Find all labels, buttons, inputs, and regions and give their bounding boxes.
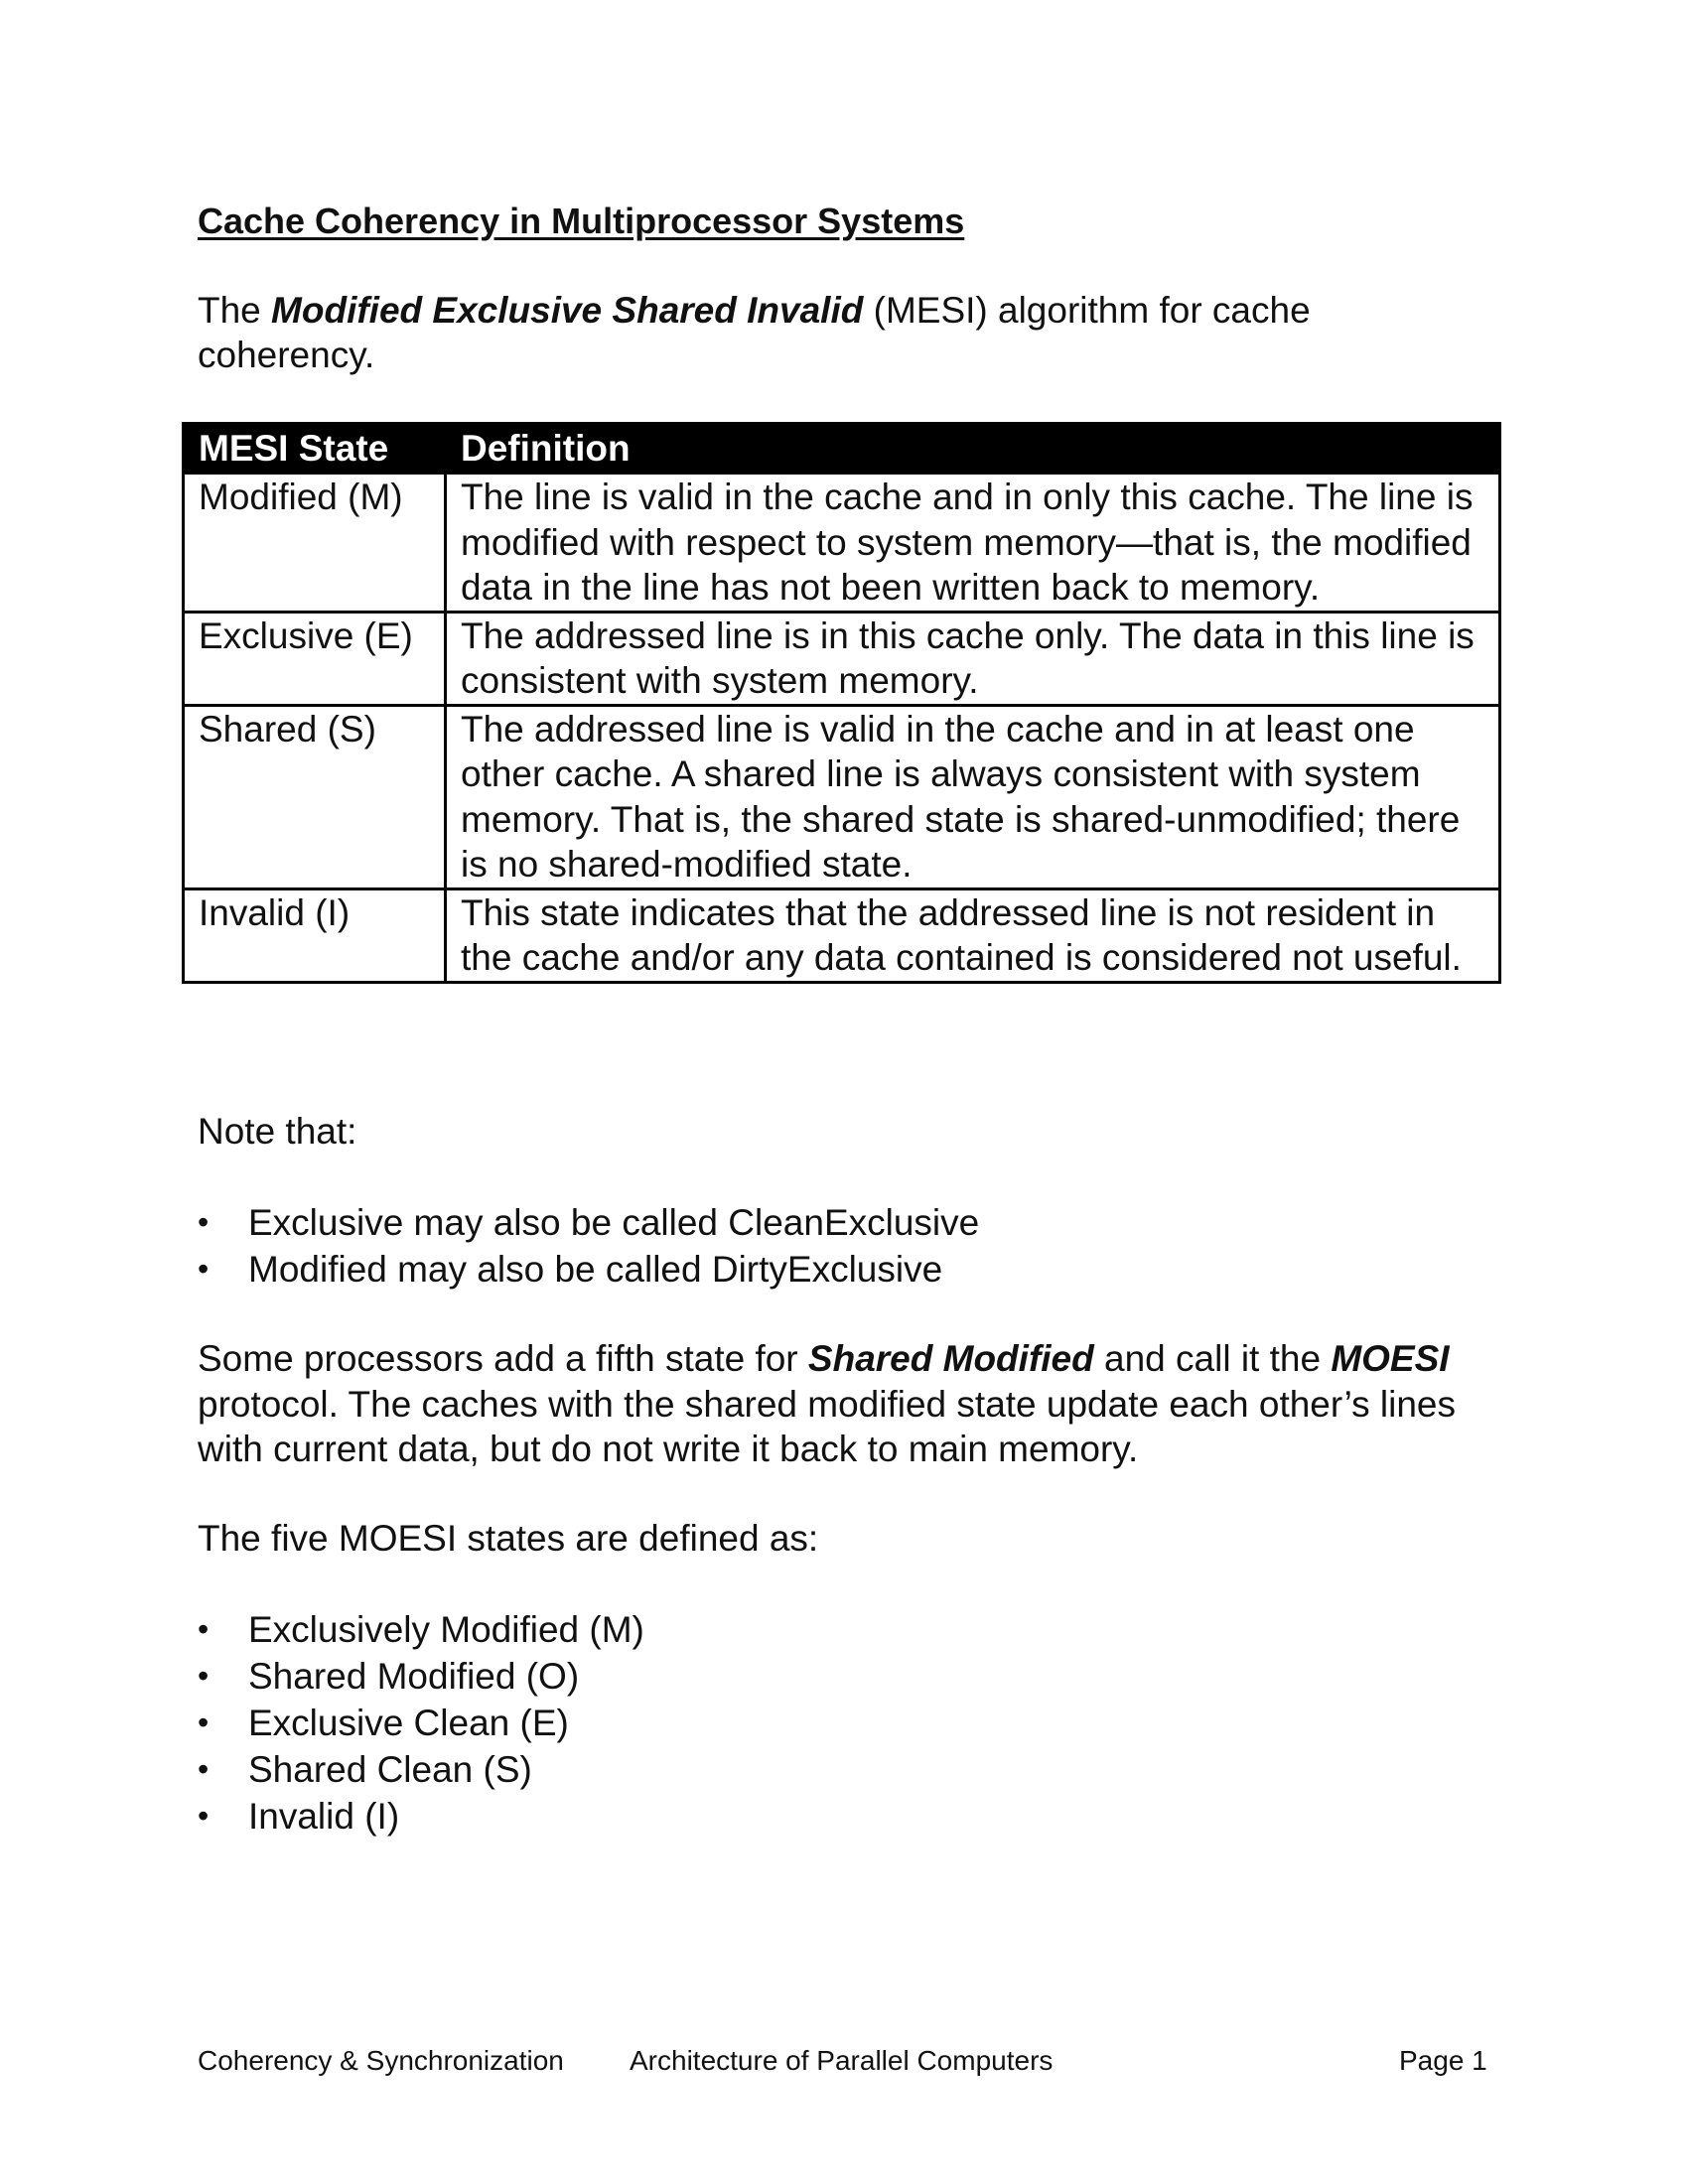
moesi-text-3: protocol. The caches with the shared modified state update each other’s lines with current data, but do not write it back to main memory.: [198, 1383, 1456, 1469]
definition-cell: This state indicates that the addressed line is not resident in the cache and/or any data contained is considered not useful.: [446, 888, 1500, 982]
mesi-table: [182, 422, 1501, 984]
intro-prefix: The: [198, 290, 272, 331]
state-cell: Shared (S): [184, 705, 446, 888]
table-header-row: [184, 424, 1500, 474]
list-item: • Shared Modified (O): [198, 1653, 644, 1700]
list-item: • Modified may also be called DirtyExclusive: [198, 1246, 979, 1293]
moesi-text-1: Some processors add a fifth state for: [198, 1338, 808, 1379]
list-item: • Exclusively Modified (M): [198, 1606, 644, 1653]
definition-cell: The line is valid in the cache and in only this cache. The line is modified with respect to system memory—that is, the modified data in the line has not been written back to memory.: [446, 474, 1500, 613]
state-cell: Modified (M): [184, 474, 446, 613]
table-row: [184, 612, 1500, 705]
note-heading: Note that:: [198, 1111, 357, 1152]
table-row: [184, 888, 1500, 982]
footer-left: Coherency & Synchronization: [198, 2045, 564, 2076]
intro-emphasis: Modified Exclusive Shared Invalid: [271, 290, 864, 331]
list-item: • Exclusive may also be called CleanExclusive: [198, 1199, 979, 1246]
intro-suffix: (MESI) algorithm for cache coherency.: [198, 290, 1311, 375]
moesi-states-list: [198, 1606, 644, 1840]
moesi-states-heading: The five MOESI states are defined as:: [198, 1518, 819, 1559]
page-title: Cache Coherency in Multiprocessor Systems: [198, 201, 965, 241]
moesi-emphasis-shared-modified: Shared Modified: [807, 1338, 1094, 1379]
footer-page-number: Page 1: [1399, 2045, 1487, 2076]
state-cell: Exclusive (E): [184, 612, 446, 705]
list-item: • Invalid (I): [198, 1793, 644, 1840]
table-row: [184, 705, 1500, 888]
list-item: • Shared Clean (S): [198, 1746, 644, 1793]
header-definition: Definition: [446, 424, 1500, 474]
note-list: [198, 1199, 979, 1293]
moesi-paragraph: [198, 1336, 1478, 1472]
table-row: [184, 474, 1500, 613]
state-cell: Invalid (I): [184, 888, 446, 982]
intro-paragraph: [198, 288, 1469, 377]
footer-center: Architecture of Parallel Computers: [630, 2045, 1054, 2076]
list-item: • Exclusive Clean (E): [198, 1700, 644, 1746]
moesi-emphasis-moesi: MOESI: [1331, 1338, 1450, 1379]
definition-cell: The addressed line is in this cache only. The data in this line is consistent with system memory.: [446, 612, 1500, 705]
header-mesi-state: MESI State: [184, 424, 446, 474]
moesi-text-2: and call it the: [1093, 1338, 1332, 1379]
definition-cell: The addressed line is valid in the cache and in at least one other cache. A shared line is always consistent with system memory. That is, the shared state is shared-unmodified; there is no shared-modified state.: [446, 705, 1500, 888]
